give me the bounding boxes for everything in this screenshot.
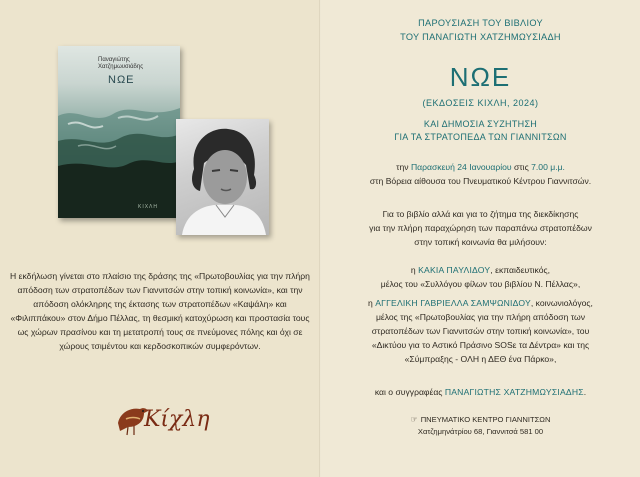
author-portrait-graphic xyxy=(176,119,269,235)
venue-address: Χατζημηνάτρίου 68, Γιαννιτσά 581 00 xyxy=(417,427,544,436)
venue-name: ΠΝΕΥΜΑΤΙΚΟ ΚΕΝΤΡΟ ΓΙΑΝΝΙΤΣΩΝ xyxy=(420,415,551,424)
speaker-2-name: ΑΓΓΕΛΙΚΗ ΓΑΒΡΙΕΛΛΑ ΣΑΜΨΩΝΙΔΟΥ xyxy=(375,298,531,308)
venue-address-block xyxy=(321,414,640,438)
speaker-1: η ΚΑΚΙΑ ΠΑΥΛΙΔΟΥ, εκπαιδευτικός, μέλος του «Συλλόγου φίλων του βιβλίου Ν. Πέλλας», xyxy=(380,265,581,289)
publisher-logo-word: Κίχλη xyxy=(144,407,210,432)
event-date: Παρασκευή 24 Ιανουαρίου xyxy=(410,162,512,172)
speakers-intro: Για το βιβλίο αλλά και για το ζήτημα της διεκδίκησης για την πλήρη παραχώρηση των παραπάνω στρατοπέδων στην τοπική κοινωνία θα μιλήσουν: xyxy=(369,209,592,247)
speaker-2: η ΑΓΓΕΛΙΚΗ ΓΑΒΡΙΕΛΛΑ ΣΑΜΨΩΝΙΔΟΥ, κοινωνιολόγος, μέλος της «Πρωτοβουλίας για την πλήρη απόδοση των στρατοπέδων των Γιαννιτσών στην τοπική κοινωνία», του «Δικτύου για το Αστικό Πράσινο SOSε τα Δέντρα» και της «Σύμπραξης - ΟΛΗ η ΔΕΘ ένα Πάρκο», xyxy=(368,298,593,364)
author-photo xyxy=(176,119,269,235)
event-location: στη Βόρεια αίθουσα του Πνευματικού Κέντρου Γιαννιτσών. xyxy=(369,176,592,186)
event-time: 7.00 μ.μ. xyxy=(531,162,565,172)
event-datetime: την Παρασκευή 24 Ιανουαρίου στις 7.00 μ.μ. στη Βόρεια αίθουσα του Πνευματικού Κέντρου Γιαννιτσών. xyxy=(321,160,640,188)
book-cover xyxy=(58,46,180,218)
wave-painting xyxy=(58,46,180,218)
speaker-1-name: ΚΑΚΙΑ ΠΑΥΛΙΔΟΥ xyxy=(418,265,491,275)
book-title: ΝΩΕ xyxy=(449,62,512,92)
speaker-3-name: ΠΑΝΑΓΙΩΤΗΣ ΧΑΤΖΗΜΩΥΣΙΑΔΗΣ xyxy=(444,387,584,397)
edition-info: (ΕΚΔΟΣΕΙΣ ΚΙΧΛΗ, 2024) xyxy=(422,98,539,108)
pointing-hand-icon: ☞ xyxy=(410,415,418,424)
publisher-logo xyxy=(114,393,224,441)
right-page xyxy=(321,0,640,477)
book-publisher: ΚΙΧΛΗ xyxy=(137,204,158,210)
event-context-paragraph: Η εκδήλωση γίνεται στο πλαίσιο της δράσης της «Πρωτοβουλίας για την πλήρη απόδοση των στρατοπέδων των Γιαννιτσών στην τοπική κοινωνία», και την απόδοση ολόκληρης της έκτασης των στρατοπέδων «Καψάλη» και «Φιλιππάκου» στον Δήμο Πέλλας, τη θεσμική κατοχύρωση και προστασία τους ως χώρων πρασίνου και τη μετατροπή τους σε πνεύμονες πόλης και όχι σε χώρους τσιμέντου και κερδοσκοπικών συμφερόντων. xyxy=(10,271,310,351)
presentation-heading: ΠΑΡΟΥΣΙΑΣΗ ΤΟΥ ΒΙΒΛΙΟΥ ΤΟΥ ΠΑΝΑΓΙΩΤΗ ΧΑΤΖΗΜΩΥΣΙΑΔΗ xyxy=(400,18,561,42)
left-page xyxy=(0,0,319,477)
speaker-3: και ο συγγραφέας ΠΑΝΑΓΙΩΤΗΣ ΧΑΤΖΗΜΩΥΣΙΑΔΗΣ. xyxy=(374,387,587,397)
discussion-heading: ΚΑΙ ΔΗΜΟΣΙΑ ΣΥΖΗΤΗΣΗ ΓΙΑ ΤΑ ΣΤΡΑΤΟΠΕΔΑ ΤΩΝ ΓΙΑΝΝΙΤΣΩΝ xyxy=(394,119,567,142)
book-author: Παναγιώτης Χατζημωυσιάδης xyxy=(98,57,144,70)
book-cover-title: ΝΩΕ xyxy=(108,74,135,86)
